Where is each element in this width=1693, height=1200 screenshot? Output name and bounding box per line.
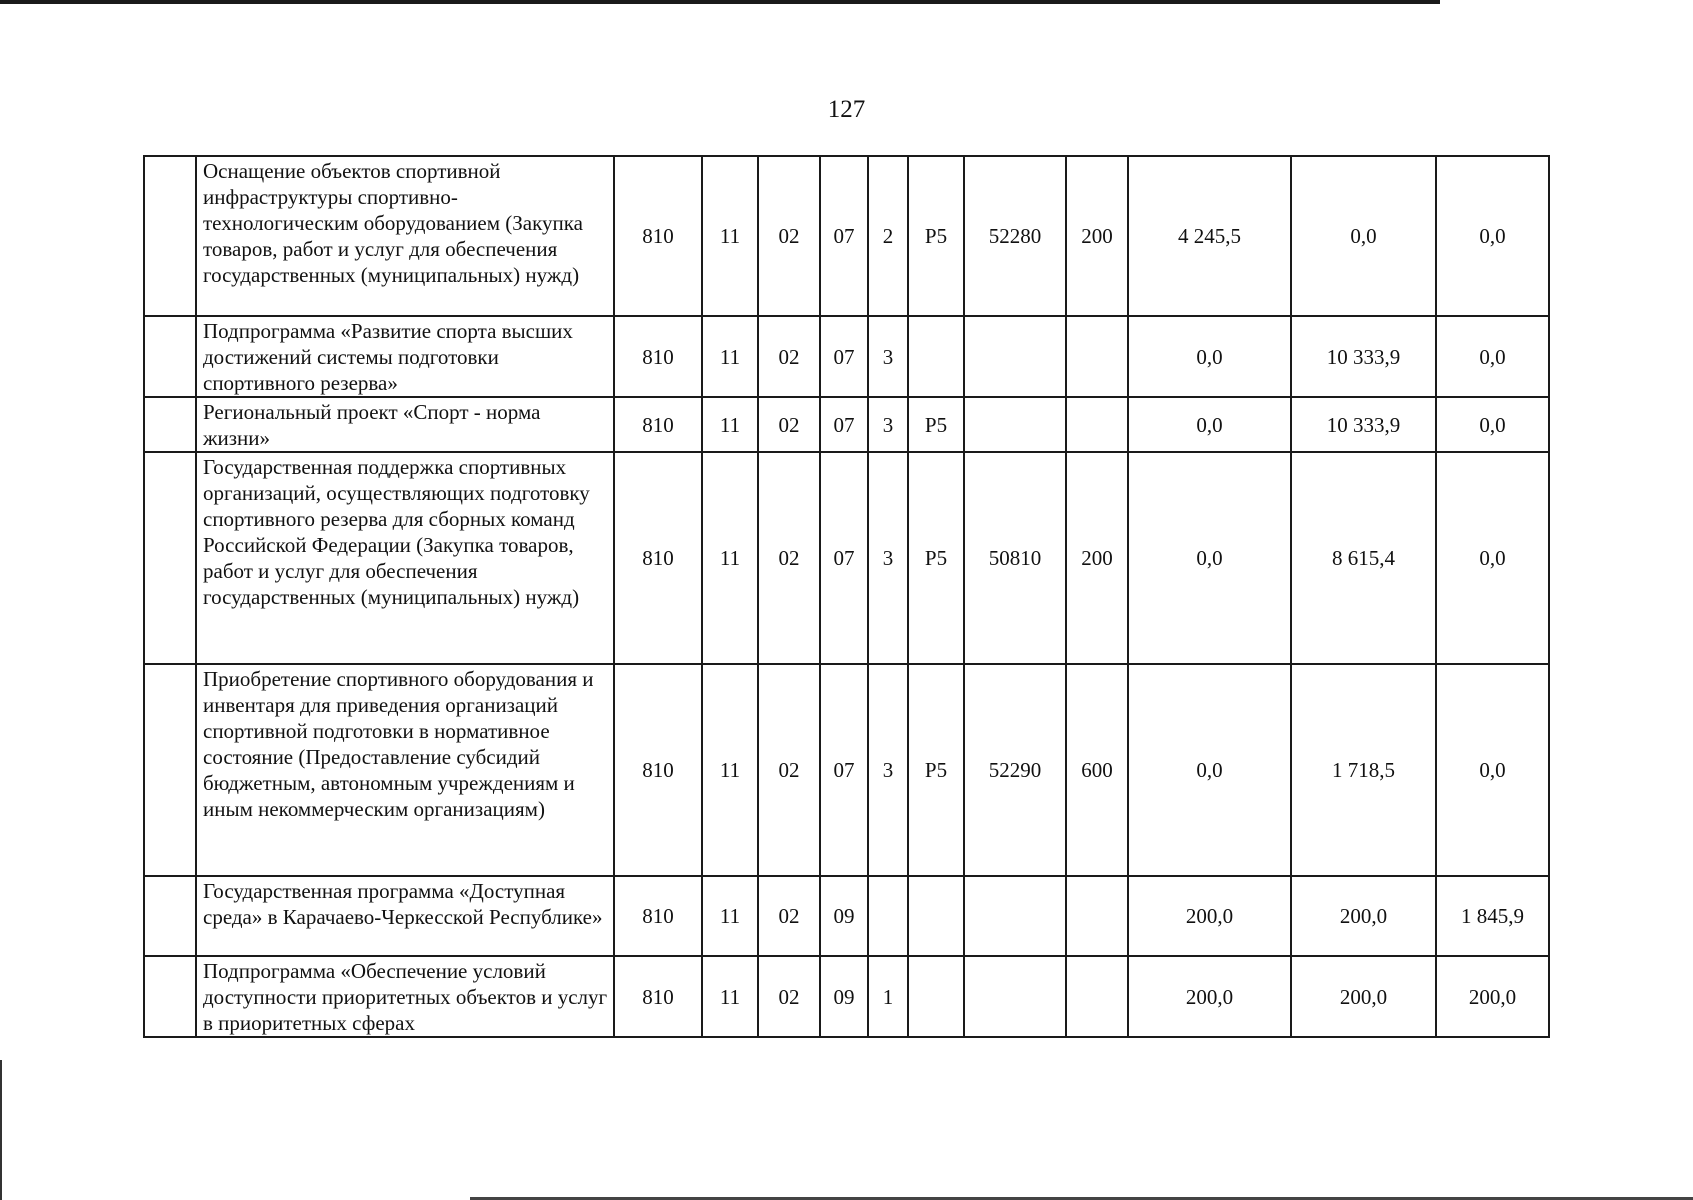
- subsection-code-cell: 02: [758, 156, 820, 316]
- row-number-cell: [144, 316, 196, 397]
- expense-type-cell: 200: [1066, 156, 1128, 316]
- expense-type-cell: [1066, 876, 1128, 956]
- direction-code-cell: 50810: [964, 452, 1066, 664]
- subprogram-code-cell: 3: [868, 397, 908, 452]
- amount-2-cell: 0,0: [1291, 156, 1436, 316]
- table-row: [144, 664, 1549, 876]
- subsection-code-cell: 02: [758, 316, 820, 397]
- direction-code-cell: 52290: [964, 664, 1066, 876]
- amount-2-cell: 10 333,9: [1291, 316, 1436, 397]
- row-number-cell: [144, 452, 196, 664]
- row-number-cell: [144, 156, 196, 316]
- subprogram-code-cell: [868, 876, 908, 956]
- project-code-cell: P5: [908, 397, 964, 452]
- ministry-code-cell: 810: [614, 156, 702, 316]
- amount-3-cell: 0,0: [1436, 452, 1549, 664]
- project-code-cell: P5: [908, 156, 964, 316]
- program-code-cell: 07: [820, 397, 868, 452]
- project-code-cell: P5: [908, 664, 964, 876]
- description-cell: Государственная программа «Доступная среда» в Карачаево-Черкесской Республике»: [196, 876, 614, 956]
- ministry-code-cell: 810: [614, 664, 702, 876]
- scan-left-edge: [0, 1060, 2, 1200]
- amount-1-cell: 0,0: [1128, 452, 1291, 664]
- amount-2-cell: 200,0: [1291, 956, 1436, 1037]
- subprogram-code-cell: 3: [868, 664, 908, 876]
- amount-3-cell: 1 845,9: [1436, 876, 1549, 956]
- project-code-cell: [908, 316, 964, 397]
- budget-table: [143, 155, 1550, 1038]
- table-row: [144, 156, 1549, 316]
- ministry-code-cell: 810: [614, 876, 702, 956]
- page-number: 127: [827, 96, 866, 123]
- amount-3-cell: 200,0: [1436, 956, 1549, 1037]
- amount-3-cell: 0,0: [1436, 316, 1549, 397]
- subsection-code-cell: 02: [758, 876, 820, 956]
- expense-type-cell: [1066, 956, 1128, 1037]
- program-code-cell: 07: [820, 156, 868, 316]
- subprogram-code-cell: 3: [868, 452, 908, 664]
- ministry-code-cell: 810: [614, 956, 702, 1037]
- row-number-cell: [144, 876, 196, 956]
- ministry-code-cell: 810: [614, 397, 702, 452]
- table-row: [144, 452, 1549, 664]
- section-code-cell: 11: [702, 876, 758, 956]
- project-code-cell: P5: [908, 452, 964, 664]
- amount-1-cell: 200,0: [1128, 876, 1291, 956]
- expense-type-cell: 200: [1066, 452, 1128, 664]
- amount-2-cell: 8 615,4: [1291, 452, 1436, 664]
- row-number-cell: [144, 956, 196, 1037]
- direction-code-cell: 52280: [964, 156, 1066, 316]
- amount-1-cell: 0,0: [1128, 397, 1291, 452]
- section-code-cell: 11: [702, 956, 758, 1037]
- row-number-cell: [144, 397, 196, 452]
- subprogram-code-cell: 1: [868, 956, 908, 1037]
- expense-type-cell: 600: [1066, 664, 1128, 876]
- subsection-code-cell: 02: [758, 956, 820, 1037]
- ministry-code-cell: 810: [614, 316, 702, 397]
- subsection-code-cell: 02: [758, 397, 820, 452]
- amount-1-cell: 4 245,5: [1128, 156, 1291, 316]
- subprogram-code-cell: 2: [868, 156, 908, 316]
- amount-1-cell: 0,0: [1128, 316, 1291, 397]
- table-row: [144, 316, 1549, 397]
- direction-code-cell: [964, 956, 1066, 1037]
- amount-2-cell: 1 718,5: [1291, 664, 1436, 876]
- amount-2-cell: 10 333,9: [1291, 397, 1436, 452]
- direction-code-cell: [964, 397, 1066, 452]
- direction-code-cell: [964, 316, 1066, 397]
- amount-3-cell: 0,0: [1436, 664, 1549, 876]
- amount-1-cell: 0,0: [1128, 664, 1291, 876]
- program-code-cell: 07: [820, 664, 868, 876]
- section-code-cell: 11: [702, 397, 758, 452]
- direction-code-cell: [964, 876, 1066, 956]
- subsection-code-cell: 02: [758, 452, 820, 664]
- section-code-cell: 11: [702, 156, 758, 316]
- ministry-code-cell: 810: [614, 452, 702, 664]
- row-number-cell: [144, 664, 196, 876]
- expense-type-cell: [1066, 397, 1128, 452]
- subsection-code-cell: 02: [758, 664, 820, 876]
- section-code-cell: 11: [702, 316, 758, 397]
- program-code-cell: 07: [820, 452, 868, 664]
- program-code-cell: 09: [820, 876, 868, 956]
- description-cell: Подпрограмма «Обеспечение условий доступности приоритетных объектов и услуг в приоритетных сферах: [196, 956, 614, 1037]
- description-cell: Приобретение спортивного оборудования и инвентаря для приведения организаций спортивной подготовки в нормативное состояние (Предоставление субсидий бюджетным, автономным учреждениям и иным некоммерческим организациям): [196, 664, 614, 876]
- table-row: [144, 397, 1549, 452]
- project-code-cell: [908, 876, 964, 956]
- amount-3-cell: 0,0: [1436, 397, 1549, 452]
- section-code-cell: 11: [702, 664, 758, 876]
- program-code-cell: 09: [820, 956, 868, 1037]
- project-code-cell: [908, 956, 964, 1037]
- amount-2-cell: 200,0: [1291, 876, 1436, 956]
- description-cell: Государственная поддержка спортивных организаций, осуществляющих подготовку спортивного резерва для сборных команд Российской Федерации (Закупка товаров, работ и услуг для обеспечения государственных (муниципальных) нужд): [196, 452, 614, 664]
- program-code-cell: 07: [820, 316, 868, 397]
- amount-1-cell: 200,0: [1128, 956, 1291, 1037]
- expense-type-cell: [1066, 316, 1128, 397]
- table-row: [144, 956, 1549, 1037]
- description-cell: Оснащение объектов спортивной инфраструктуры спортивно-технологическим оборудованием (Закупка товаров, работ и услуг для обеспечения государственных (муниципальных) нужд): [196, 156, 614, 316]
- description-cell: Подпрограмма «Развитие спорта высших достижений системы подготовки спортивного резерва»: [196, 316, 614, 397]
- amount-3-cell: 0,0: [1436, 156, 1549, 316]
- description-cell: Региональный проект «Спорт - норма жизни»: [196, 397, 614, 452]
- table-row: [144, 876, 1549, 956]
- scan-top-border: [0, 0, 1440, 4]
- subprogram-code-cell: 3: [868, 316, 908, 397]
- section-code-cell: 11: [702, 452, 758, 664]
